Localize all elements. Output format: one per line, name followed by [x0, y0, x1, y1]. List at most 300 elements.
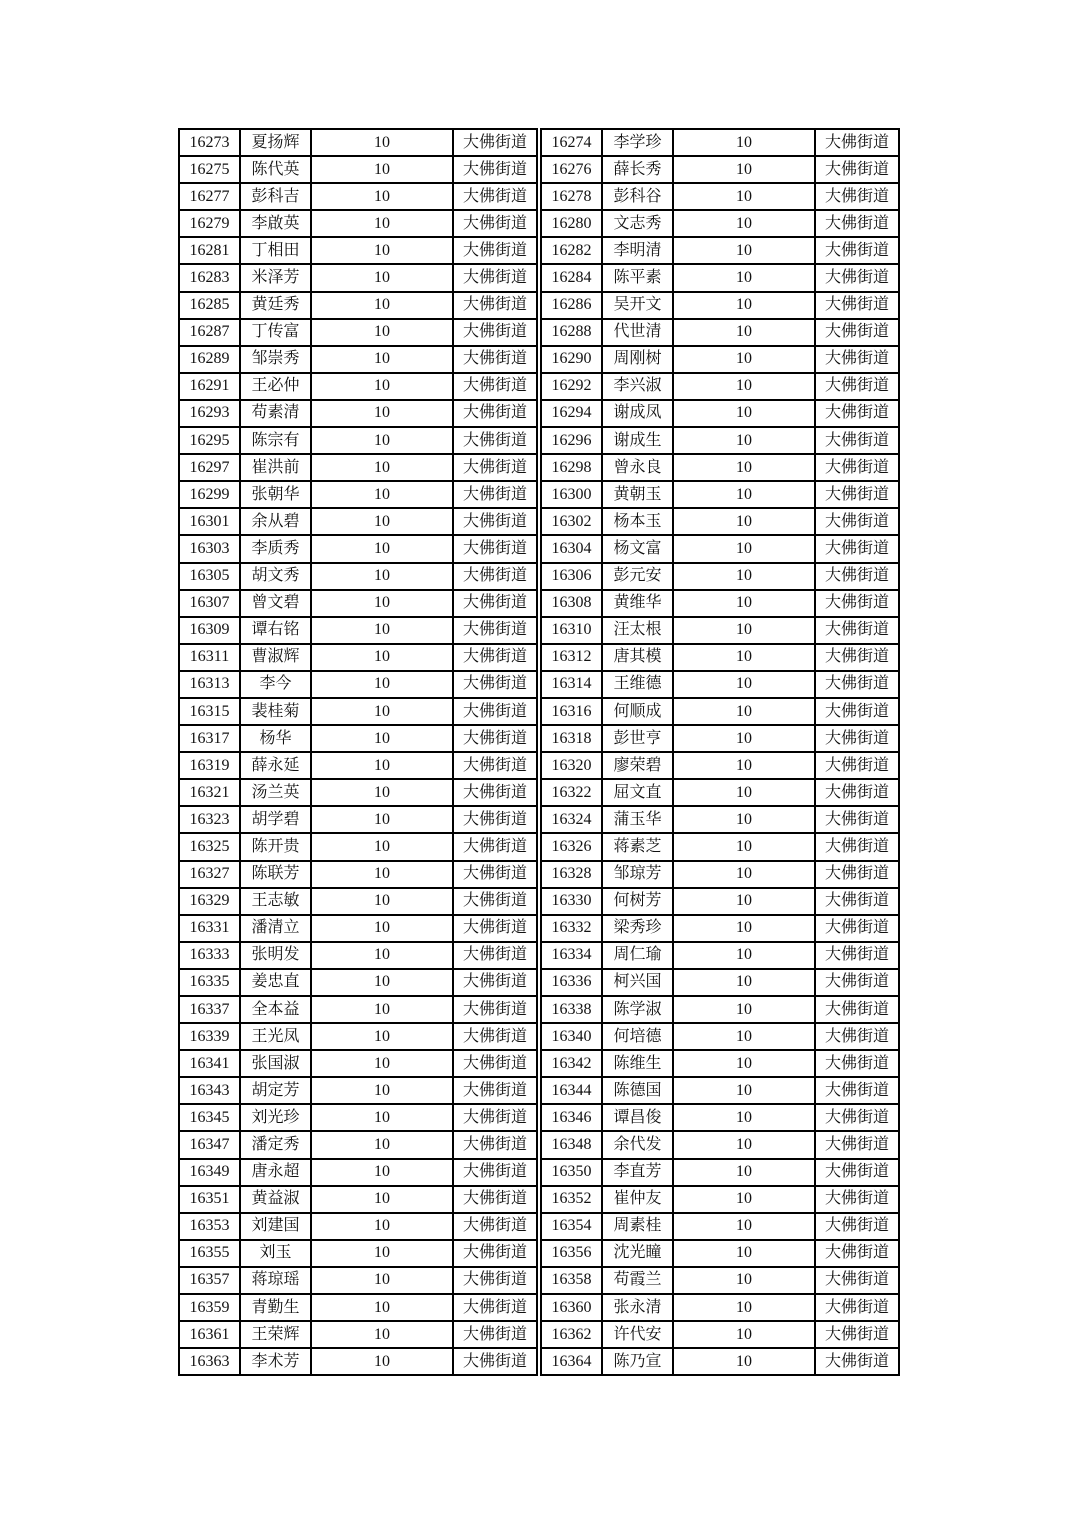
cell-id: 16309: [179, 617, 240, 644]
cell-id: 16333: [179, 942, 240, 969]
cell-amount: 10: [673, 1050, 815, 1077]
cell-id: 16314: [541, 671, 602, 698]
cell-amount: 10: [311, 1240, 453, 1267]
cell-id: 16318: [541, 725, 602, 752]
cell-amount: 10: [311, 508, 453, 535]
table-row: [179, 292, 537, 319]
cell-id: 16282: [541, 237, 602, 264]
table-row: [179, 508, 537, 535]
table-row: [541, 752, 899, 779]
cell-name: 夏扬辉: [240, 129, 311, 156]
cell-amount: 10: [311, 454, 453, 481]
cell-name: 杨本玉: [602, 508, 673, 535]
cell-id: 16317: [179, 725, 240, 752]
cell-name: 苟素清: [240, 400, 311, 427]
cell-amount: 10: [311, 1321, 453, 1348]
cell-name: 何树芳: [602, 888, 673, 915]
cell-street: 大佛街道: [453, 698, 537, 725]
cell-id: 16338: [541, 996, 602, 1023]
table-row: [179, 1240, 537, 1267]
table-row: [179, 1213, 537, 1240]
cell-street: 大佛街道: [815, 400, 899, 427]
cell-amount: 10: [311, 996, 453, 1023]
cell-name: 代世清: [602, 319, 673, 346]
cell-street: 大佛街道: [453, 1186, 537, 1213]
cell-name: 彭世亨: [602, 725, 673, 752]
table-row: [179, 1131, 537, 1158]
cell-street: 大佛街道: [815, 292, 899, 319]
cell-amount: 10: [673, 129, 815, 156]
table-row: [179, 427, 537, 454]
cell-name: 余从碧: [240, 508, 311, 535]
cell-name: 曹淑辉: [240, 644, 311, 671]
cell-name: 潘定秀: [240, 1131, 311, 1158]
cell-street: 大佛街道: [815, 210, 899, 237]
table-row: [541, 1240, 899, 1267]
table-row: [179, 752, 537, 779]
cell-amount: 10: [311, 1131, 453, 1158]
table-row: [541, 1321, 899, 1348]
cell-id: 16291: [179, 373, 240, 400]
cell-name: 潘清立: [240, 915, 311, 942]
cell-street: 大佛街道: [453, 346, 537, 373]
cell-id: 16322: [541, 779, 602, 806]
cell-name: 梁秀珍: [602, 915, 673, 942]
cell-id: 16334: [541, 942, 602, 969]
cell-name: 陈学淑: [602, 996, 673, 1023]
cell-street: 大佛街道: [815, 725, 899, 752]
cell-name: 丁相田: [240, 237, 311, 264]
table-row: [541, 454, 899, 481]
cell-amount: 10: [673, 1077, 815, 1104]
cell-amount: 10: [311, 969, 453, 996]
cell-name: 陈代英: [240, 156, 311, 183]
cell-name: 李今: [240, 671, 311, 698]
cell-name: 邹琼芳: [602, 861, 673, 888]
table-row: [541, 400, 899, 427]
cell-amount: 10: [673, 888, 815, 915]
table-row: [541, 996, 899, 1023]
cell-street: 大佛街道: [453, 400, 537, 427]
cell-street: 大佛街道: [453, 1240, 537, 1267]
cell-amount: 10: [673, 508, 815, 535]
cell-name: 薛永延: [240, 752, 311, 779]
cell-amount: 10: [673, 319, 815, 346]
cell-street: 大佛街道: [453, 590, 537, 617]
table-row: [179, 996, 537, 1023]
cell-street: 大佛街道: [815, 129, 899, 156]
table-row: [179, 129, 537, 156]
table-row: [179, 346, 537, 373]
cell-street: 大佛街道: [453, 183, 537, 210]
cell-amount: 10: [673, 1023, 815, 1050]
cell-name: 裴桂菊: [240, 698, 311, 725]
cell-street: 大佛街道: [453, 292, 537, 319]
cell-name: 蒋素芝: [602, 833, 673, 860]
table-row: [179, 156, 537, 183]
cell-name: 杨华: [240, 725, 311, 752]
table-row: [179, 237, 537, 264]
table-row: [541, 264, 899, 291]
table-row: [179, 563, 537, 590]
cell-street: 大佛街道: [453, 833, 537, 860]
cell-name: 陈平素: [602, 264, 673, 291]
roster-sheet: [178, 128, 900, 1376]
cell-name: 陈宗有: [240, 427, 311, 454]
cell-amount: 10: [311, 535, 453, 562]
cell-street: 大佛街道: [453, 806, 537, 833]
table-row: [179, 1267, 537, 1294]
cell-id: 16361: [179, 1321, 240, 1348]
cell-id: 16294: [541, 400, 602, 427]
cell-name: 谢成凤: [602, 400, 673, 427]
cell-name: 青勤生: [240, 1294, 311, 1321]
cell-id: 16302: [541, 508, 602, 535]
cell-street: 大佛街道: [453, 535, 537, 562]
cell-amount: 10: [311, 915, 453, 942]
cell-id: 16331: [179, 915, 240, 942]
table-row: [541, 563, 899, 590]
cell-id: 16274: [541, 129, 602, 156]
cell-street: 大佛街道: [453, 752, 537, 779]
cell-id: 16292: [541, 373, 602, 400]
cell-amount: 10: [673, 156, 815, 183]
cell-name: 李啟英: [240, 210, 311, 237]
table-row: [541, 373, 899, 400]
cell-street: 大佛街道: [453, 373, 537, 400]
cell-amount: 10: [311, 210, 453, 237]
table-row: [541, 1213, 899, 1240]
cell-name: 廖荣碧: [602, 752, 673, 779]
table-row: [179, 481, 537, 508]
cell-name: 李明清: [602, 237, 673, 264]
cell-name: 李直芳: [602, 1159, 673, 1186]
table-row: [179, 1186, 537, 1213]
table-row: [179, 644, 537, 671]
cell-street: 大佛街道: [453, 156, 537, 183]
cell-name: 苟霞兰: [602, 1267, 673, 1294]
cell-street: 大佛街道: [815, 1131, 899, 1158]
cell-amount: 10: [311, 1348, 453, 1375]
cell-street: 大佛街道: [815, 481, 899, 508]
cell-amount: 10: [311, 156, 453, 183]
cell-street: 大佛街道: [453, 779, 537, 806]
cell-id: 16316: [541, 698, 602, 725]
table-row: [541, 833, 899, 860]
cell-street: 大佛街道: [815, 156, 899, 183]
cell-amount: 10: [673, 861, 815, 888]
cell-name: 李学珍: [602, 129, 673, 156]
cell-street: 大佛街道: [815, 888, 899, 915]
cell-id: 16288: [541, 319, 602, 346]
cell-id: 16349: [179, 1159, 240, 1186]
cell-id: 16301: [179, 508, 240, 535]
cell-id: 16283: [179, 264, 240, 291]
cell-id: 16356: [541, 1240, 602, 1267]
cell-amount: 10: [673, 1104, 815, 1131]
cell-amount: 10: [311, 427, 453, 454]
cell-street: 大佛街道: [453, 888, 537, 915]
cell-id: 16285: [179, 292, 240, 319]
cell-name: 沈光瞳: [602, 1240, 673, 1267]
cell-name: 崔洪前: [240, 454, 311, 481]
cell-amount: 10: [311, 833, 453, 860]
cell-amount: 10: [673, 915, 815, 942]
table-row: [541, 346, 899, 373]
table-row: [179, 319, 537, 346]
table-row: [541, 725, 899, 752]
cell-street: 大佛街道: [815, 1213, 899, 1240]
table-row: [179, 915, 537, 942]
cell-amount: 10: [311, 698, 453, 725]
cell-amount: 10: [311, 942, 453, 969]
table-row: [541, 1186, 899, 1213]
cell-amount: 10: [311, 1186, 453, 1213]
cell-amount: 10: [673, 806, 815, 833]
cell-street: 大佛街道: [453, 1321, 537, 1348]
cell-amount: 10: [673, 644, 815, 671]
cell-amount: 10: [311, 617, 453, 644]
table-row: [179, 1294, 537, 1321]
cell-name: 文志秀: [602, 210, 673, 237]
cell-street: 大佛街道: [815, 1240, 899, 1267]
cell-name: 胡学碧: [240, 806, 311, 833]
cell-amount: 10: [311, 1023, 453, 1050]
cell-name: 曾永良: [602, 454, 673, 481]
cell-amount: 10: [311, 400, 453, 427]
cell-name: 黄朝玉: [602, 481, 673, 508]
table-row: [179, 833, 537, 860]
cell-name: 王必仲: [240, 373, 311, 400]
cell-id: 16337: [179, 996, 240, 1023]
cell-street: 大佛街道: [453, 454, 537, 481]
cell-name: 李质秀: [240, 535, 311, 562]
cell-street: 大佛街道: [815, 915, 899, 942]
cell-amount: 10: [311, 1077, 453, 1104]
cell-street: 大佛街道: [453, 427, 537, 454]
cell-amount: 10: [311, 1104, 453, 1131]
cell-street: 大佛街道: [453, 1131, 537, 1158]
cell-amount: 10: [673, 833, 815, 860]
cell-id: 16330: [541, 888, 602, 915]
cell-name: 米泽芳: [240, 264, 311, 291]
cell-id: 16284: [541, 264, 602, 291]
left-table-body: [179, 129, 537, 1375]
cell-street: 大佛街道: [453, 969, 537, 996]
cell-amount: 10: [673, 1240, 815, 1267]
cell-amount: 10: [311, 319, 453, 346]
table-row: [541, 319, 899, 346]
cell-id: 16319: [179, 752, 240, 779]
cell-name: 崔仲友: [602, 1186, 673, 1213]
cell-name: 吴开文: [602, 292, 673, 319]
cell-id: 16305: [179, 563, 240, 590]
cell-id: 16311: [179, 644, 240, 671]
cell-street: 大佛街道: [453, 481, 537, 508]
cell-id: 16357: [179, 1267, 240, 1294]
cell-id: 16345: [179, 1104, 240, 1131]
cell-street: 大佛街道: [815, 1348, 899, 1375]
cell-name: 唐其模: [602, 644, 673, 671]
cell-street: 大佛街道: [815, 1077, 899, 1104]
cell-id: 16342: [541, 1050, 602, 1077]
cell-id: 16279: [179, 210, 240, 237]
table-row: [541, 617, 899, 644]
table-row: [541, 779, 899, 806]
cell-amount: 10: [311, 1159, 453, 1186]
cell-id: 16362: [541, 1321, 602, 1348]
cell-amount: 10: [311, 183, 453, 210]
cell-amount: 10: [673, 454, 815, 481]
table-row: [179, 1104, 537, 1131]
cell-street: 大佛街道: [815, 346, 899, 373]
cell-id: 16296: [541, 427, 602, 454]
table-row: [179, 535, 537, 562]
table-row: [179, 942, 537, 969]
cell-name: 李兴淑: [602, 373, 673, 400]
table-row: [541, 156, 899, 183]
table-row: [179, 264, 537, 291]
cell-street: 大佛街道: [815, 183, 899, 210]
roster-table-left: [178, 128, 538, 1376]
cell-street: 大佛街道: [815, 237, 899, 264]
cell-id: 16313: [179, 671, 240, 698]
cell-id: 16276: [541, 156, 602, 183]
cell-street: 大佛街道: [453, 1294, 537, 1321]
cell-id: 16360: [541, 1294, 602, 1321]
cell-street: 大佛街道: [815, 264, 899, 291]
table-row: [541, 969, 899, 996]
cell-street: 大佛街道: [453, 1050, 537, 1077]
cell-name: 彭科吉: [240, 183, 311, 210]
cell-id: 16280: [541, 210, 602, 237]
cell-street: 大佛街道: [815, 996, 899, 1023]
cell-street: 大佛街道: [815, 454, 899, 481]
cell-id: 16277: [179, 183, 240, 210]
cell-amount: 10: [673, 698, 815, 725]
cell-amount: 10: [311, 806, 453, 833]
cell-amount: 10: [673, 264, 815, 291]
cell-id: 16332: [541, 915, 602, 942]
cell-street: 大佛街道: [453, 319, 537, 346]
cell-name: 蒲玉华: [602, 806, 673, 833]
cell-amount: 10: [673, 1267, 815, 1294]
cell-id: 16308: [541, 590, 602, 617]
table-row: [541, 698, 899, 725]
cell-name: 彭科谷: [602, 183, 673, 210]
cell-street: 大佛街道: [453, 617, 537, 644]
table-row: [179, 1077, 537, 1104]
cell-id: 16341: [179, 1050, 240, 1077]
cell-amount: 10: [311, 237, 453, 264]
cell-id: 16299: [179, 481, 240, 508]
table-row: [179, 671, 537, 698]
table-row: [541, 1023, 899, 1050]
cell-id: 16287: [179, 319, 240, 346]
cell-amount: 10: [673, 779, 815, 806]
cell-street: 大佛街道: [453, 508, 537, 535]
table-row: [541, 644, 899, 671]
cell-name: 柯兴国: [602, 969, 673, 996]
cell-name: 张明发: [240, 942, 311, 969]
table-row: [179, 1348, 537, 1375]
cell-name: 黄廷秀: [240, 292, 311, 319]
cell-id: 16307: [179, 590, 240, 617]
table-row: [179, 888, 537, 915]
cell-name: 王志敏: [240, 888, 311, 915]
cell-id: 16278: [541, 183, 602, 210]
cell-amount: 10: [673, 1186, 815, 1213]
cell-street: 大佛街道: [453, 725, 537, 752]
cell-street: 大佛街道: [815, 319, 899, 346]
cell-id: 16303: [179, 535, 240, 562]
cell-name: 陈乃宣: [602, 1348, 673, 1375]
cell-amount: 10: [673, 1348, 815, 1375]
table-row: [541, 1159, 899, 1186]
cell-street: 大佛街道: [815, 1159, 899, 1186]
cell-name: 曾文碧: [240, 590, 311, 617]
cell-name: 李术芳: [240, 1348, 311, 1375]
cell-street: 大佛街道: [815, 698, 899, 725]
cell-name: 汤兰英: [240, 779, 311, 806]
roster-table-right: [540, 128, 900, 1376]
table-row: [179, 373, 537, 400]
cell-amount: 10: [673, 346, 815, 373]
table-row: [541, 590, 899, 617]
cell-id: 16273: [179, 129, 240, 156]
cell-id: 16324: [541, 806, 602, 833]
cell-street: 大佛街道: [453, 861, 537, 888]
cell-street: 大佛街道: [815, 861, 899, 888]
table-row: [179, 400, 537, 427]
cell-street: 大佛街道: [815, 644, 899, 671]
cell-amount: 10: [673, 1131, 815, 1158]
cell-id: 16364: [541, 1348, 602, 1375]
cell-id: 16323: [179, 806, 240, 833]
cell-id: 16315: [179, 698, 240, 725]
cell-name: 谭右铭: [240, 617, 311, 644]
cell-street: 大佛街道: [815, 806, 899, 833]
cell-id: 16363: [179, 1348, 240, 1375]
cell-id: 16348: [541, 1131, 602, 1158]
cell-street: 大佛街道: [453, 644, 537, 671]
cell-amount: 10: [673, 183, 815, 210]
table-row: [179, 969, 537, 996]
table-row: [541, 535, 899, 562]
cell-id: 16336: [541, 969, 602, 996]
cell-amount: 10: [673, 292, 815, 319]
cell-street: 大佛街道: [453, 1077, 537, 1104]
table-row: [541, 1104, 899, 1131]
cell-street: 大佛街道: [453, 942, 537, 969]
cell-id: 16320: [541, 752, 602, 779]
cell-id: 16343: [179, 1077, 240, 1104]
cell-street: 大佛街道: [453, 915, 537, 942]
table-row: [179, 183, 537, 210]
cell-street: 大佛街道: [453, 671, 537, 698]
cell-name: 黄益淑: [240, 1186, 311, 1213]
cell-street: 大佛街道: [815, 1267, 899, 1294]
cell-street: 大佛街道: [815, 671, 899, 698]
table-row: [179, 698, 537, 725]
cell-id: 16352: [541, 1186, 602, 1213]
cell-street: 大佛街道: [815, 617, 899, 644]
cell-name: 刘玉: [240, 1240, 311, 1267]
cell-name: 周刚树: [602, 346, 673, 373]
cell-name: 全本益: [240, 996, 311, 1023]
cell-amount: 10: [311, 1294, 453, 1321]
cell-street: 大佛街道: [815, 1321, 899, 1348]
